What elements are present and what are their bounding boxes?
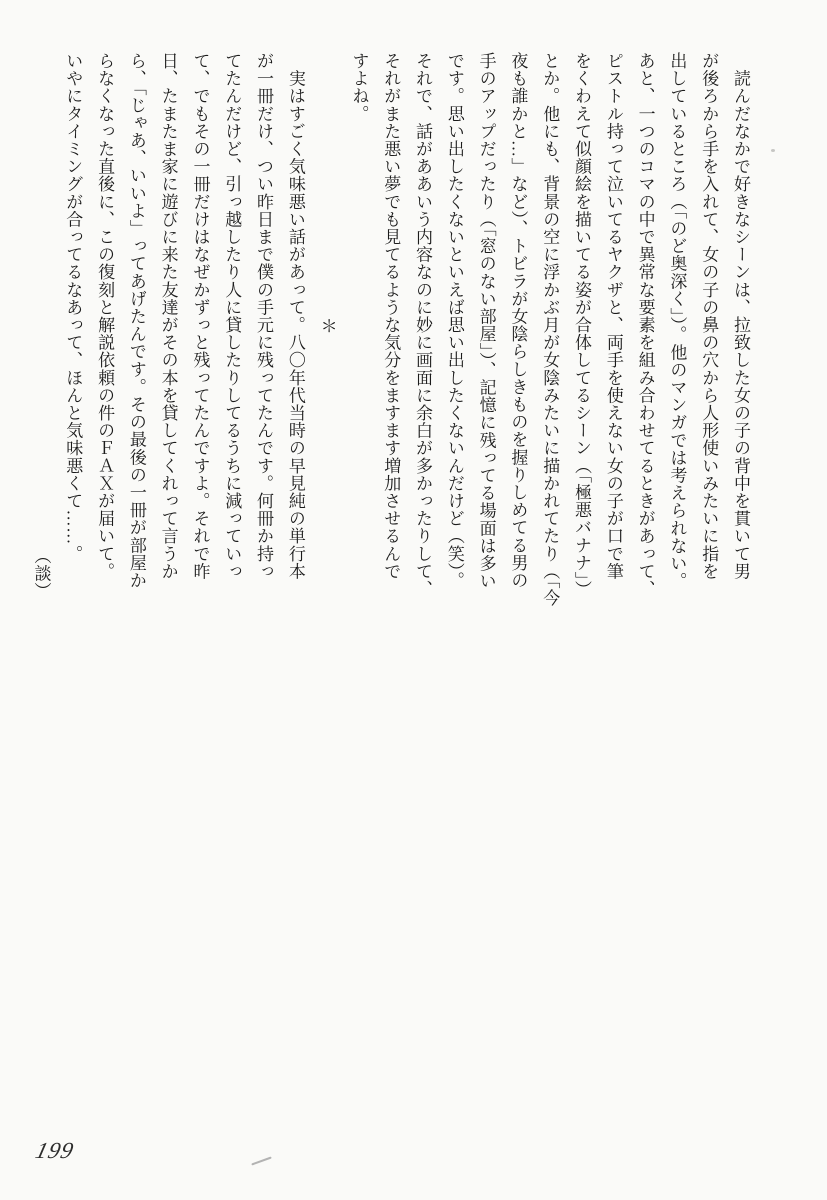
section-separator: ＊ [317,317,337,335]
text-column: それがまた悪い夢でも見てるような気分をますます増加させるんで [381,52,401,580]
text-column: てたんだけど、引っ越したり人に貸したりしてるうちに減っていっ [222,52,242,580]
scan-artifact-mark [251,1156,271,1165]
text-column: をくわえて似顔絵を描いてる姿が合体してるシーン（「極悪バナナ」） [572,52,592,599]
text-column: 日、たまたま家に遊びに来た友達がその本を貸してくれって言うか [158,52,178,580]
text-column: 実はすごく気味悪い話があって。八〇年代当時の早見純の単行本 [285,52,305,580]
text-column: が後ろから手を入れて、女の子の鼻の穴から人形使いみたいに指を [699,52,719,580]
text-column: それで、話がああいう内容なのに妙に画面に余白が多かったりして、 [413,52,433,598]
text-column: いやにタイミングが合ってるなあって、ほんと気味悪くて……。 [63,52,83,563]
text-column: 夜も誰かと…」など）、トビラが女陰らしきものを握りしめてる男の [508,52,528,590]
text-column: すよね。 [349,52,369,123]
interview-text-block [25,52,756,607]
text-column: て、でもその一冊だけはなぜかずっと残ってたんですよ。それで昨 [190,52,210,580]
text-column: が一冊だけ、つい昨日まで僕の手元に残ってたんです。何冊か持っ [254,52,274,580]
paragraph-2 [56,52,310,600]
text-column: ら、「じゃあ、いいよ」ってあげたんです。その最後の一冊が部屋か [126,52,146,590]
scan-artifact-speck [771,149,775,152]
text-column: 読んだなかで好きなシーンは、拉致した女の子の背中を貫いて男 [731,52,750,580]
text-column: 手のアップだったり（「窓のない部屋」）、記憶に残ってる場面は多い [476,52,496,590]
text-column: あと、一つのコマの中で異常な要素を組み合わせてるときがあって、 [635,52,655,598]
paragraph-1 [343,52,756,607]
text-column: とか。他にも、背景の空に浮かぶ月が女陰みたいに描かれてたり（「今 [540,52,560,607]
text-column: です。思い出したくないといえば思い出したくないんだけど（笑）。 [444,52,464,590]
speaker-attribution: （談） [31,547,51,600]
text-column: 出しているところ（「のど奥深く」）。他のマンガでは考えられない。 [667,52,687,590]
text-column: ピストル持って泣いてるヤクザと、両手を使えない女の子が口で筆 [603,52,623,580]
text-column: らなくなった直後に、この復刻と解説依頼の件のＦＡＸが届いて。 [95,52,115,580]
page-number: 199 [33,1138,77,1163]
